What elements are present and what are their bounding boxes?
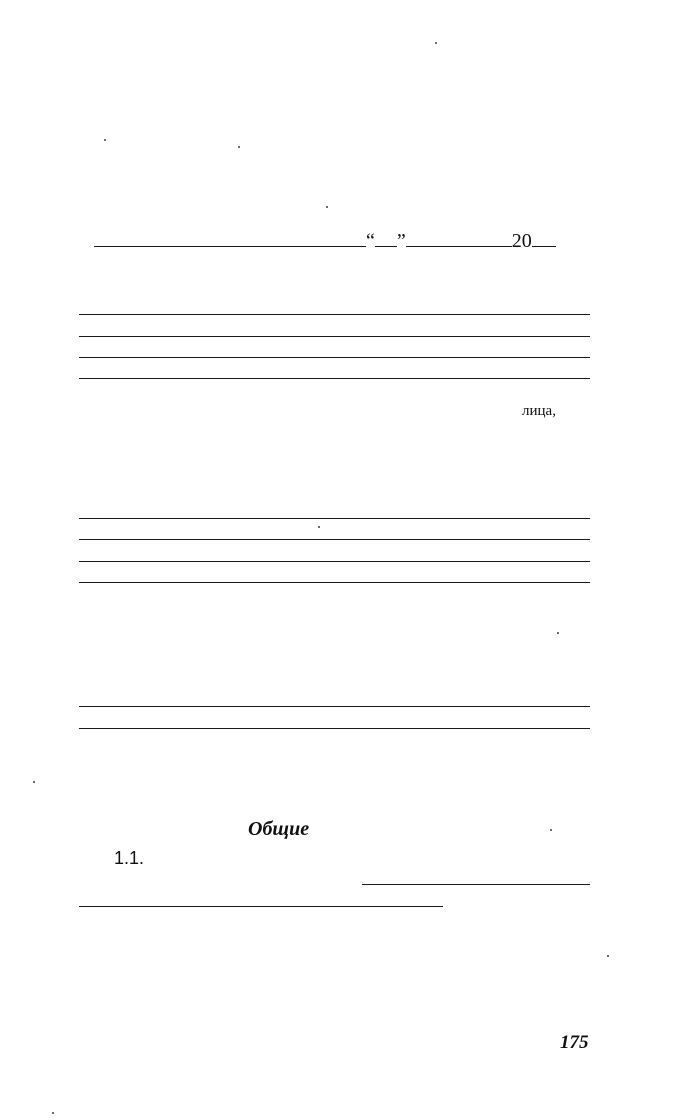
fill-line (79, 539, 590, 540)
scan-speck (104, 139, 106, 141)
scan-speck (557, 632, 559, 634)
scan-speck (52, 1112, 54, 1114)
fill-line (79, 518, 590, 519)
scan-speck (435, 42, 437, 44)
page-number: 175 (560, 1032, 589, 1053)
open-quote: “ (366, 230, 375, 252)
face-word: лица, (522, 403, 556, 419)
scan-speck (326, 206, 328, 208)
scan-speck (607, 955, 609, 957)
year-blank (532, 229, 556, 247)
clause-number: 1.1. (114, 848, 145, 868)
fill-line (79, 336, 590, 337)
scan-speck (33, 781, 35, 783)
fill-line (79, 906, 443, 907)
year-prefix: 20 (511, 230, 532, 252)
fill-line (79, 582, 590, 583)
fill-line (79, 357, 590, 358)
date-line (94, 229, 556, 253)
section-heading: Общие (248, 818, 310, 840)
fill-line (79, 314, 590, 315)
fill-line (79, 728, 590, 729)
fill-line (79, 561, 590, 562)
scan-speck (238, 146, 240, 148)
scan-speck (318, 526, 320, 528)
month-blank (406, 229, 512, 247)
close-quote: ” (396, 230, 406, 252)
day-blank (375, 229, 397, 247)
fill-line (79, 706, 590, 707)
fill-line (362, 884, 590, 885)
scan-speck (550, 829, 552, 831)
fill-line (79, 378, 590, 379)
place-blank (94, 229, 366, 247)
